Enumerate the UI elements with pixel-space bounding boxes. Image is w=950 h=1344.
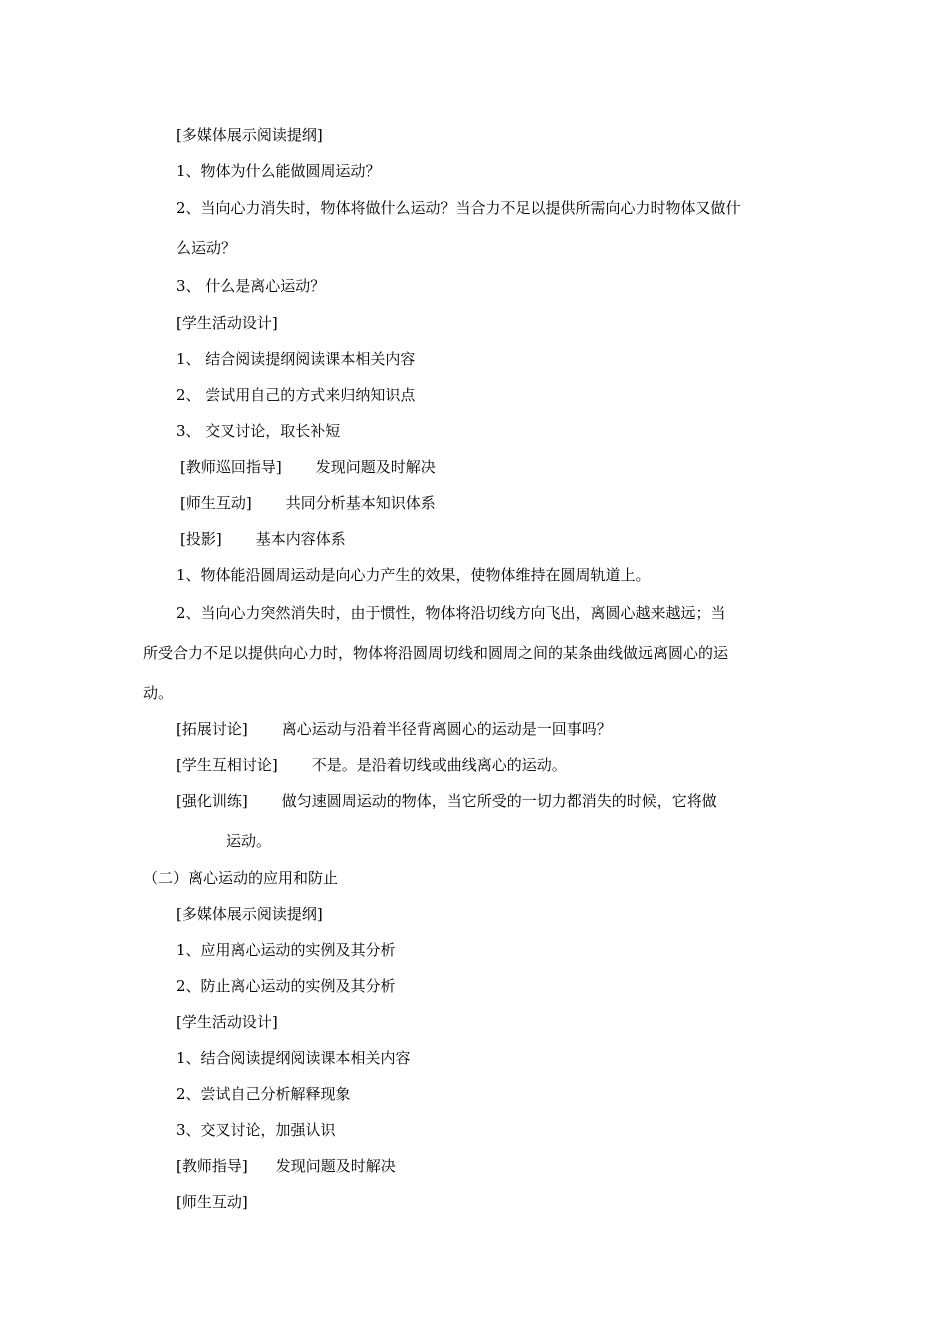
section-title: （二）离心运动的应用和防止: [143, 869, 339, 887]
reinforcement-training-text: 做匀速圆周运动的物体，当它所受的一切力都消失的时候，它将做: [281, 792, 717, 810]
interaction-label-2: [师生互动]: [176, 1193, 248, 1211]
reinforcement-training-line: [176, 791, 717, 811]
student-discussion-line: [176, 755, 567, 775]
content-point-1: 1、物体能沿圆周运动是向心力产生的效果，使物体维持在圆周轨道上。: [176, 566, 651, 584]
teacher-guidance-line: [180, 457, 436, 477]
extended-discussion-text: 离心运动与沿着半径背离圆心的运动是一回事吗？: [281, 720, 612, 738]
question-1: 1、物体为什么能做圆周运动？: [176, 162, 381, 180]
reading-outline-heading: [多媒体展示阅读提纲]: [176, 126, 323, 144]
interaction-label: [师生互动]: [180, 494, 252, 512]
projection-label: [投影]: [180, 530, 222, 548]
interaction-line: [180, 493, 436, 513]
student-discussion-text: 不是。是沿着切线或曲线离心的运动。: [311, 756, 567, 774]
student-discussion-label: [学生互相讨论]: [176, 756, 278, 774]
content-point-2-line-3: 动。: [143, 684, 174, 702]
activity-item-1: 1、 结合阅读提纲阅读课本相关内容: [176, 350, 416, 368]
activity-item-2-1: 1、结合阅读提纲阅读课本相关内容: [176, 1049, 411, 1067]
content-point-2-line-2: 所受合力不足以提供向心力时，物体将沿圆周切线和圆周之间的某条曲线做远离圆心的运: [143, 644, 729, 662]
question-2-line-1: 2、当向心力消失时，物体将做什么运动？当合力不足以提供所需向心力时物体又做什: [176, 199, 741, 217]
extended-discussion-label: [拓展讨论]: [176, 720, 248, 738]
projection-line: [180, 529, 346, 549]
student-activity-heading-2: [学生活动设计]: [176, 1013, 278, 1031]
teacher-guide-line: [176, 1156, 396, 1176]
outline-item-2: 2、防止离心运动的实例及其分析: [176, 977, 396, 995]
activity-item-2-3: 3、交叉讨论，加强认识: [176, 1121, 336, 1139]
student-activity-heading: [学生活动设计]: [176, 314, 278, 332]
activity-item-2: 2、 尝试用自己的方式来归纳知识点: [176, 386, 416, 404]
outline-item-1: 1、应用离心运动的实例及其分析: [176, 941, 396, 959]
activity-item-2-2: 2、尝试自己分析解释现象: [176, 1085, 351, 1103]
teacher-guide-label: [教师指导]: [176, 1157, 248, 1175]
activity-item-3: 3、 交叉讨论，取长补短: [176, 422, 341, 440]
reinforcement-training-label: [强化训练]: [176, 792, 248, 810]
reading-outline-heading-2: [多媒体展示阅读提纲]: [176, 905, 323, 923]
question-3: 3、 什么是离心运动？: [176, 277, 326, 295]
teacher-guidance-text: 发现问题及时解决: [315, 458, 436, 476]
content-point-2-line-1: 2、当向心力突然消失时，由于惯性，物体将沿切线方向飞出，离圆心越来越远；当: [176, 604, 726, 622]
extended-discussion-line: [176, 719, 612, 739]
projection-text: 基本内容体系: [255, 530, 346, 548]
reinforcement-training-continued: 运动。: [226, 832, 272, 850]
teacher-guidance-label: [教师巡回指导]: [180, 458, 282, 476]
interaction-text: 共同分析基本知识体系: [285, 494, 436, 512]
question-2-line-2: 么运动？: [176, 239, 237, 257]
teacher-guide-text: 发现问题及时解决: [275, 1157, 396, 1175]
